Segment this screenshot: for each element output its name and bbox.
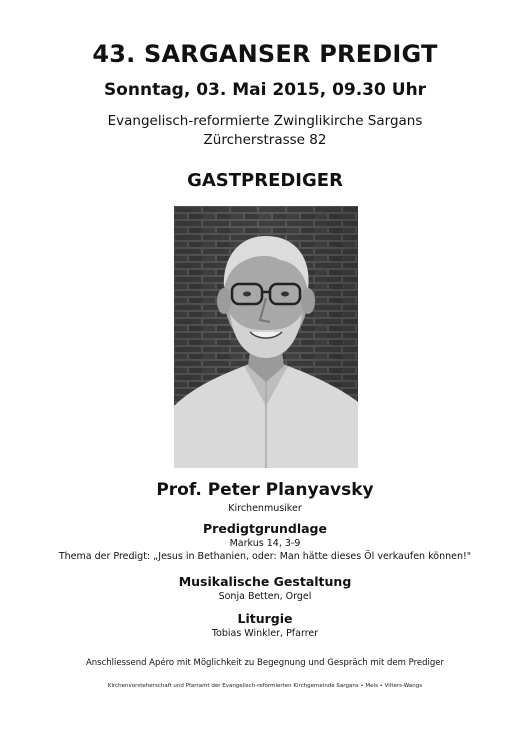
sermon-section bbox=[0, 521, 530, 563]
venue-street: Zürcherstrasse 82 bbox=[203, 132, 327, 148]
music-section bbox=[0, 574, 530, 603]
liturgy-heading: Liturgie bbox=[237, 611, 293, 626]
apero-note: Anschliessend Apéro mit Möglichkeit zu Begegnung und Gespräch mit dem Prediger bbox=[85, 658, 445, 668]
event-title: 43. SARGANSER PREDIGT bbox=[92, 40, 438, 68]
sermon-theme: Thema der Predigt: „Jesus in Bethanien, oder: Man hätte dieses Öl verkaufen können!" bbox=[58, 551, 472, 562]
venue-address bbox=[0, 112, 530, 150]
sermon-heading: Predigtgrundlage bbox=[203, 521, 327, 536]
footer-text: Kirchenvorsteherschaft und Pfarramt der Evangelisch-reformierten Kirchgemeinde Sargans • Mels • Vilters-Wangs bbox=[107, 683, 423, 689]
event-date: Sonntag, 03. Mai 2015, 09.30 Uhr bbox=[103, 80, 427, 100]
liturgy-section bbox=[0, 611, 530, 640]
speaker-name: Prof. Peter Planyavsky bbox=[156, 480, 374, 500]
speaker-photo bbox=[174, 206, 358, 468]
liturgy-leader: Tobias Winkler, Pfarrer bbox=[211, 628, 319, 639]
section-heading: GASTPREDIGER bbox=[187, 170, 343, 191]
sermon-reference: Markus 14, 3-9 bbox=[229, 538, 301, 549]
venue-name: Evangelisch-reformierte Zwinglikirche Sargans bbox=[107, 113, 423, 129]
music-performer: Sonja Betten, Orgel bbox=[218, 591, 312, 602]
speaker-role: Kirchenmusiker bbox=[228, 503, 302, 514]
music-heading: Musikalische Gestaltung bbox=[178, 574, 352, 589]
